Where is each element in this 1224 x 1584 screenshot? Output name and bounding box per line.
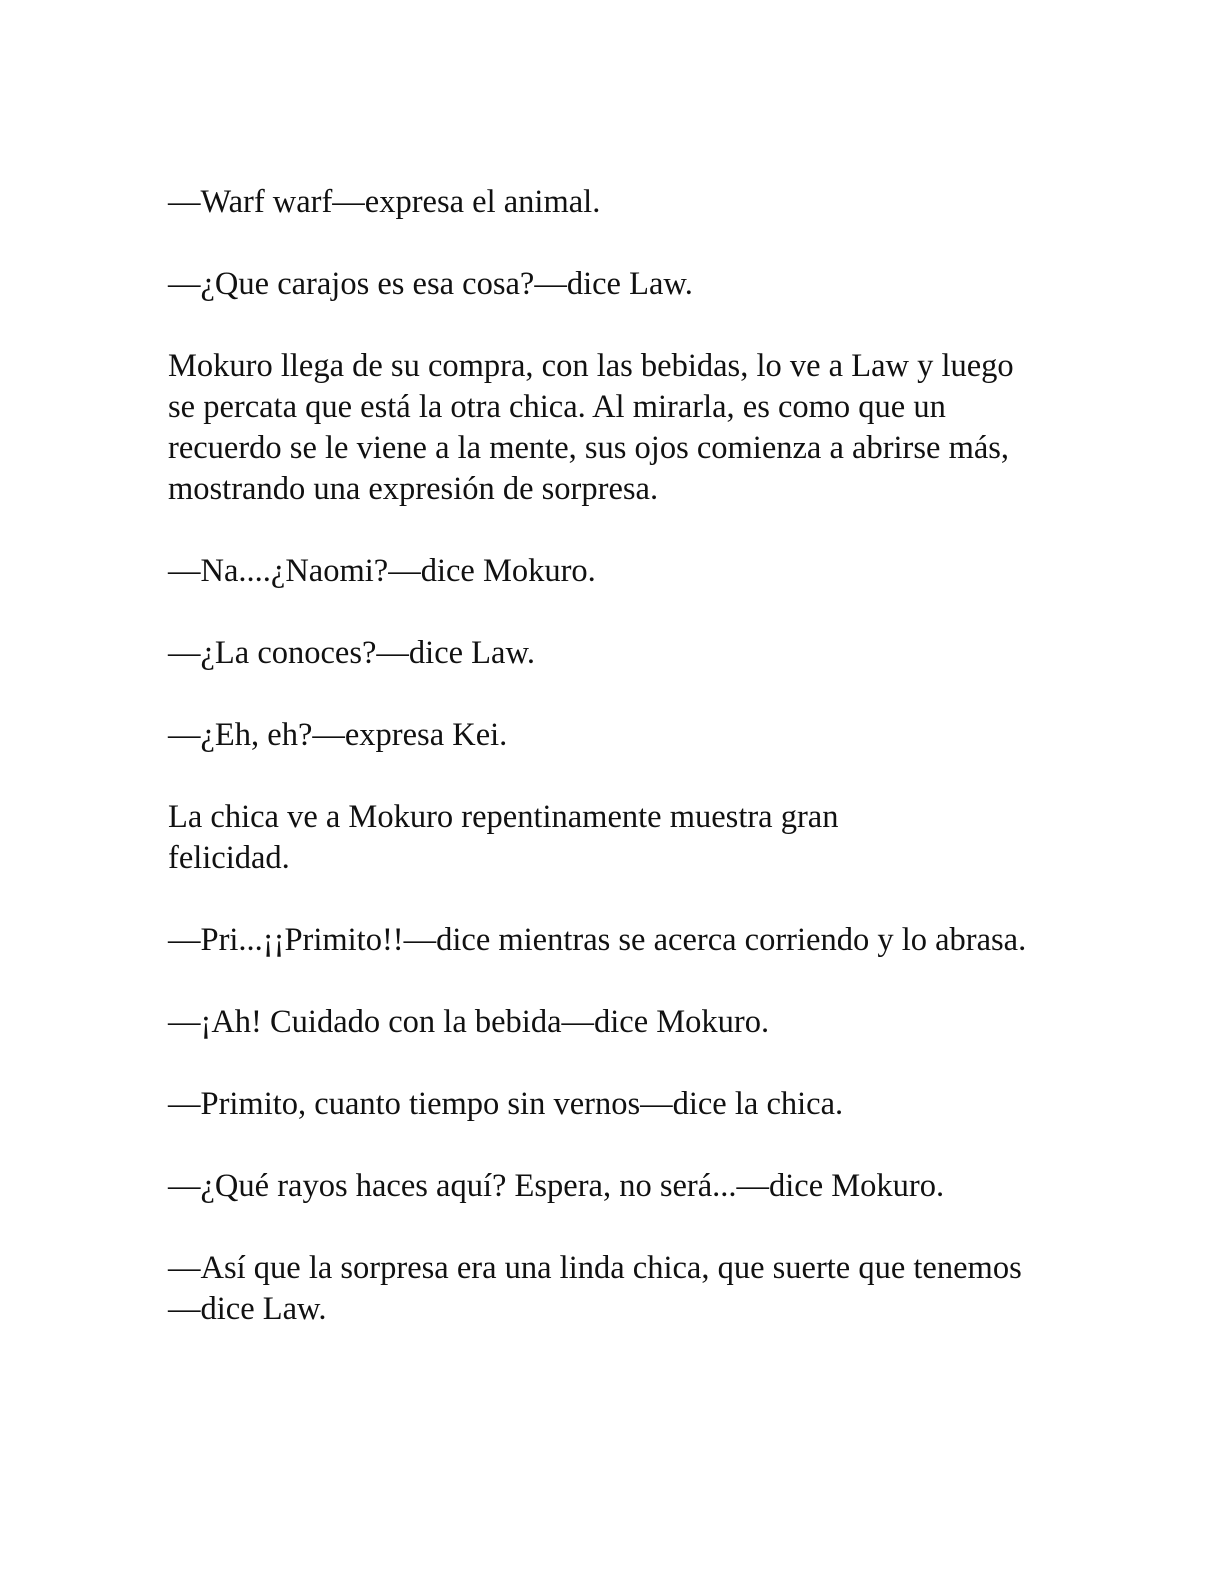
paragraph: —¿Que carajos es esa cosa?—dice Law. [168, 266, 693, 302]
paragraph: —dice Law. [168, 1291, 327, 1327]
paragraph: —¿Eh, eh?—expresa Kei. [168, 717, 508, 753]
paragraph: —¿La conoces?—dice Law. [168, 635, 535, 671]
paragraph: —¡Ah! Cuidado con la bebida—dice Mokuro. [168, 1004, 770, 1040]
paragraph: —Primito, cuanto tiempo sin vernos—dice la chica. [168, 1086, 844, 1122]
paragraph: Mokuro llega de su compra, con las bebidas, lo ve a Law y luego se percata que está la otra chica. Al mirarla, es como que un recuerdo se le viene a la mente, sus ojos comienza a abrirse más, mostrando una expresión de sorpresa. [168, 348, 1014, 507]
paragraph: —Así que la sorpresa era una linda chica, que suerte que tenemos [168, 1250, 1022, 1286]
paragraph: La chica ve a Mokuro repentinamente muestra gran felicidad. [168, 799, 839, 876]
paragraph: —Warf warf—expresa el animal. [168, 184, 601, 220]
paragraph: —¿Qué rayos haces aquí? Espera, no será...—dice Mokuro. [168, 1168, 945, 1204]
paragraph: —Pri...¡¡Primito!!—dice mientras se acerca corriendo y lo abrasa. [168, 922, 1027, 958]
text-column [168, 182, 1048, 1371]
paragraph: —Na....¿Naomi?—dice Mokuro. [168, 553, 596, 589]
